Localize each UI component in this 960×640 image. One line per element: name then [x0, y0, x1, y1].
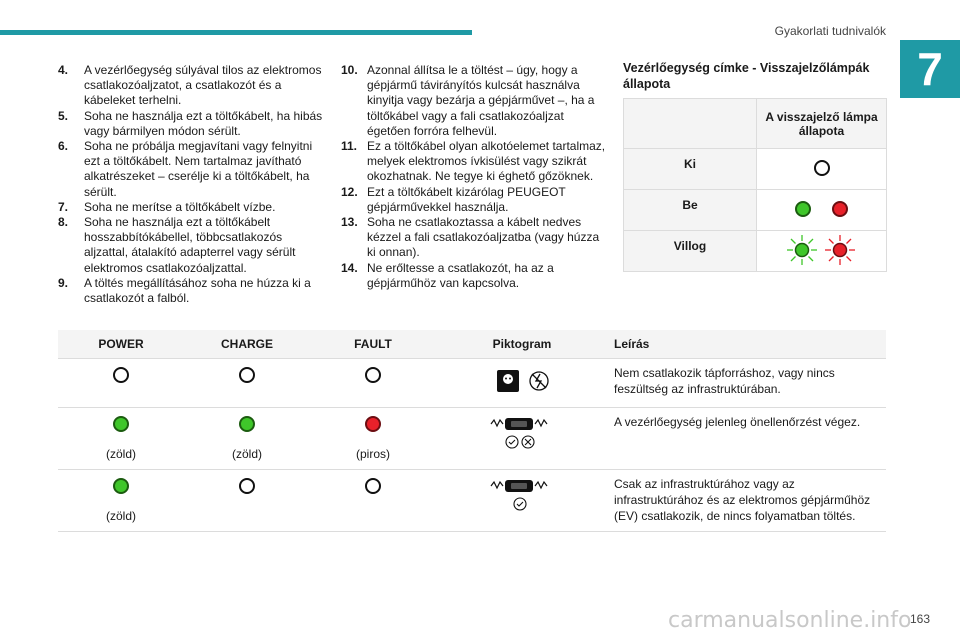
control-unit-title: Vezérlőegység címke - Visszajelzőlámpák állapota: [623, 61, 870, 91]
top-accent-bar: [0, 30, 472, 35]
color-label: (zöld): [231, 447, 262, 461]
list-item: 14. Ne erőltesse a csatlakozót, ha az a gépjárműhöz van kapcsolva.: [341, 260, 554, 290]
no-voltage-icon: [530, 372, 548, 390]
row-description: A vezérlőegység jelenleg önellenőrzést végez.: [608, 408, 886, 470]
lamp-off-icon: [239, 478, 255, 494]
lamp-state-table: [623, 98, 887, 272]
lamp-off-icon: [814, 160, 830, 176]
state-off-value: [757, 149, 887, 190]
state-flash-value: [757, 231, 887, 272]
lamp-green-icon: [113, 478, 129, 494]
table-row: [58, 470, 886, 532]
col-header-power: POWER: [58, 330, 184, 359]
list-item: 5. Soha ne használja ezt a töltőkábelt, ha hibás vagy bármilyen módon sérült.: [58, 108, 323, 138]
lamp-green-icon: [239, 416, 255, 432]
section-title: Gyakorlati tudnivalók: [774, 24, 886, 38]
col-header-description: Leírás: [608, 330, 886, 359]
lamp-green-icon: [113, 416, 129, 432]
list-item: 10. Azonnal állítsa le a töltést – úgy, hogy a gépjármű távirányítós kulcsát használva kinyitja vagy bezárja a gépjárművet –, ha a töltőkábel vagy a fali csatlakozóaljzat égetően forróra felhevül.: [341, 63, 595, 138]
check-icon: [506, 436, 518, 448]
lamp-state-header: A visszajelző lámpa állapota: [757, 99, 887, 149]
col-header-charge: CHARGE: [184, 330, 310, 359]
list-item: 11. Ez a töltőkábel olyan alkotóelemet tartalmaz, melyek elektromos ívkisülést vagy szikrát okozhatnak. Ne tegye ki éghető gőzöknek.: [341, 139, 606, 184]
cable-unit-icon: [491, 480, 547, 492]
color-label: (piros): [355, 447, 390, 461]
state-off-label: Ki: [624, 149, 757, 190]
table-row: [58, 359, 886, 408]
col-header-fault: FAULT: [310, 330, 436, 359]
state-on-value: [757, 190, 887, 231]
cross-icon: [522, 436, 534, 448]
state-on-label: Be: [624, 190, 757, 231]
safety-list-1: [58, 63, 328, 306]
lamp-off-icon: [239, 367, 255, 383]
list-item: 7. Soha ne merítse a töltőkábelt vízbe.: [58, 199, 276, 214]
list-item: 8. Soha ne használja ezt a töltőkábelt hosszabbítókábellel, többcsatlakozós aljzattal, átalakító adapterrel vagy sérült elektromos csatlakozóaljzattal.: [58, 215, 296, 275]
color-label: (zöld): [105, 447, 136, 461]
lamp-green-icon: [795, 201, 811, 217]
list-item: 4. A vezérlőegység súlyával tilos az elektromos csatlakozóaljzatot, a csatlakozót és a kábeleket terhelni.: [58, 63, 322, 108]
status-table: [58, 330, 886, 532]
list-item: 6. Soha ne próbálja megjavítani vagy felnyitni ezt a töltőkábelt. Nem tartalmaz javítható alkatrészeket – cserélje ki a töltőkábelt, ha sérült.: [58, 139, 313, 199]
row-description: Nem csatlakozik tápforráshoz, vagy nincs feszültség az infrastruktúrában.: [608, 359, 886, 408]
lamp-off-icon: [113, 367, 129, 383]
row-description: Csak az infrastruktúrához vagy az infrastruktúrához és az elektromos gépjárműhöz (EV) csatlakozik, de nincs folyamatban töltés.: [608, 470, 886, 532]
list-item: 12. Ezt a töltőkábelt kizárólag PEUGEOT gépjárművekkel használja.: [341, 184, 566, 214]
list-item: 13. Soha ne csatlakoztassa a kábelt nedves kézzel a fali csatlakozóaljzatba (vagy húzza ki onnan).: [341, 215, 600, 260]
connected-pictogram: [489, 478, 555, 512]
lamp-off-icon: [365, 478, 381, 494]
lamp-red-icon: [832, 201, 848, 217]
chapter-number: 7: [900, 40, 960, 98]
color-label: (zöld): [105, 509, 136, 523]
lamp-red-icon: [365, 416, 381, 432]
self-check-pictogram: [489, 416, 555, 450]
lamp-off-icon: [365, 367, 381, 383]
safety-list-2: [341, 63, 606, 291]
flashing-lamps-icon: [782, 233, 862, 267]
check-icon: [514, 498, 526, 510]
cable-unit-icon: [491, 418, 547, 430]
watermark: carmanualsonline.info: [668, 608, 912, 633]
state-flash-label: Villog: [624, 231, 757, 272]
page-number: 163: [909, 612, 930, 626]
col-header-pictogram: Piktogram: [436, 330, 608, 359]
list-item: 9. A töltés megállításához soha ne húzza ki a csatlakozót a falból.: [58, 275, 311, 306]
no-power-pictogram: [489, 367, 555, 395]
table-row: [58, 408, 886, 470]
